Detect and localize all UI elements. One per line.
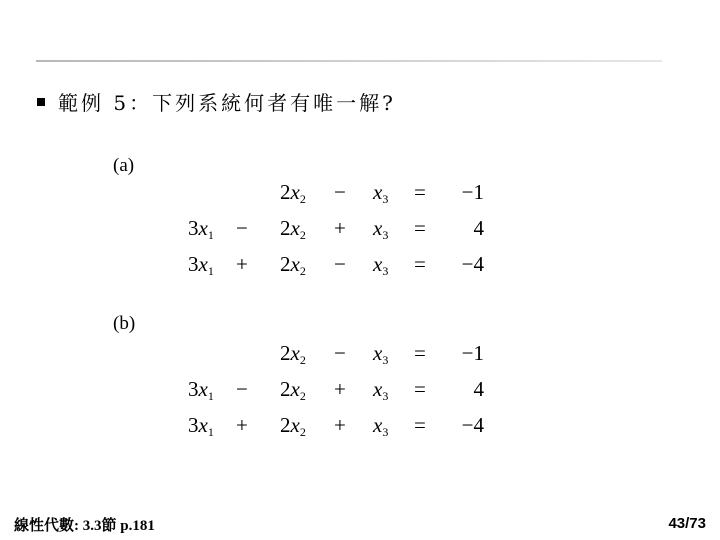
term-x2: $2x_2$ bbox=[280, 216, 306, 242]
right-hand-side: −1 bbox=[461, 341, 484, 365]
operator: + bbox=[334, 377, 346, 401]
term-x2: $2x_2$ bbox=[280, 413, 306, 439]
operator: − bbox=[236, 377, 248, 401]
coefficient: 2 bbox=[280, 216, 291, 240]
term-x3: $x_3$ bbox=[373, 413, 389, 439]
coefficient: 2 bbox=[280, 413, 291, 437]
coefficient: 3 bbox=[188, 413, 199, 437]
equals-sign: = bbox=[414, 252, 426, 276]
part-b-label: (b) bbox=[113, 313, 136, 334]
equals-sign: = bbox=[414, 377, 426, 401]
page-number: 43/73 bbox=[668, 515, 706, 532]
term-x1: $3x_1$ bbox=[188, 377, 214, 403]
term-x1: $3x_1$ bbox=[188, 216, 214, 242]
operator: − bbox=[236, 216, 248, 240]
equals-sign: = bbox=[414, 413, 426, 437]
right-hand-side: 4 bbox=[473, 377, 484, 401]
operator: + bbox=[334, 413, 346, 437]
title-divider bbox=[36, 60, 662, 62]
coefficient: 3 bbox=[188, 252, 199, 276]
term-x2: $2x_2$ bbox=[280, 377, 306, 403]
coefficient: 2 bbox=[280, 377, 291, 401]
operator: − bbox=[334, 180, 346, 204]
term-x3: $x_3$ bbox=[373, 252, 389, 278]
right-hand-side: −4 bbox=[461, 413, 484, 437]
coefficient: 3 bbox=[188, 377, 199, 401]
operator: − bbox=[334, 341, 346, 365]
equation-system-a bbox=[0, 180, 720, 290]
term-x3: $x_3$ bbox=[373, 216, 389, 242]
equals-sign: = bbox=[414, 216, 426, 240]
operator: + bbox=[236, 252, 248, 276]
coefficient: 2 bbox=[280, 341, 291, 365]
right-hand-side: −4 bbox=[461, 252, 484, 276]
footer-source: 線性代數: 3.3節 p.181 bbox=[14, 518, 155, 534]
bullet-icon bbox=[37, 98, 45, 106]
term-x1: $3x_1$ bbox=[188, 252, 214, 278]
part-a-label: (a) bbox=[113, 155, 135, 176]
coefficient: 2 bbox=[280, 252, 291, 276]
coefficient: 3 bbox=[188, 216, 199, 240]
term-x3: $x_3$ bbox=[373, 341, 389, 367]
example-heading: 範例 5：下列系統何者有唯一解? bbox=[58, 91, 396, 115]
equals-sign: = bbox=[414, 341, 426, 365]
operator: + bbox=[334, 216, 346, 240]
right-hand-side: 4 bbox=[473, 216, 484, 240]
term-x2: $2x_2$ bbox=[280, 252, 306, 278]
term-x2: $2x_2$ bbox=[280, 341, 306, 367]
coefficient: 2 bbox=[280, 180, 291, 204]
term-x3: $x_3$ bbox=[373, 180, 389, 206]
operator: − bbox=[334, 252, 346, 276]
term-x2: $2x_2$ bbox=[280, 180, 306, 206]
term-x3: $x_3$ bbox=[373, 377, 389, 403]
equation-system-b bbox=[0, 341, 720, 451]
term-x1: $3x_1$ bbox=[188, 413, 214, 439]
operator: + bbox=[236, 413, 248, 437]
equals-sign: = bbox=[414, 180, 426, 204]
right-hand-side: −1 bbox=[461, 180, 484, 204]
